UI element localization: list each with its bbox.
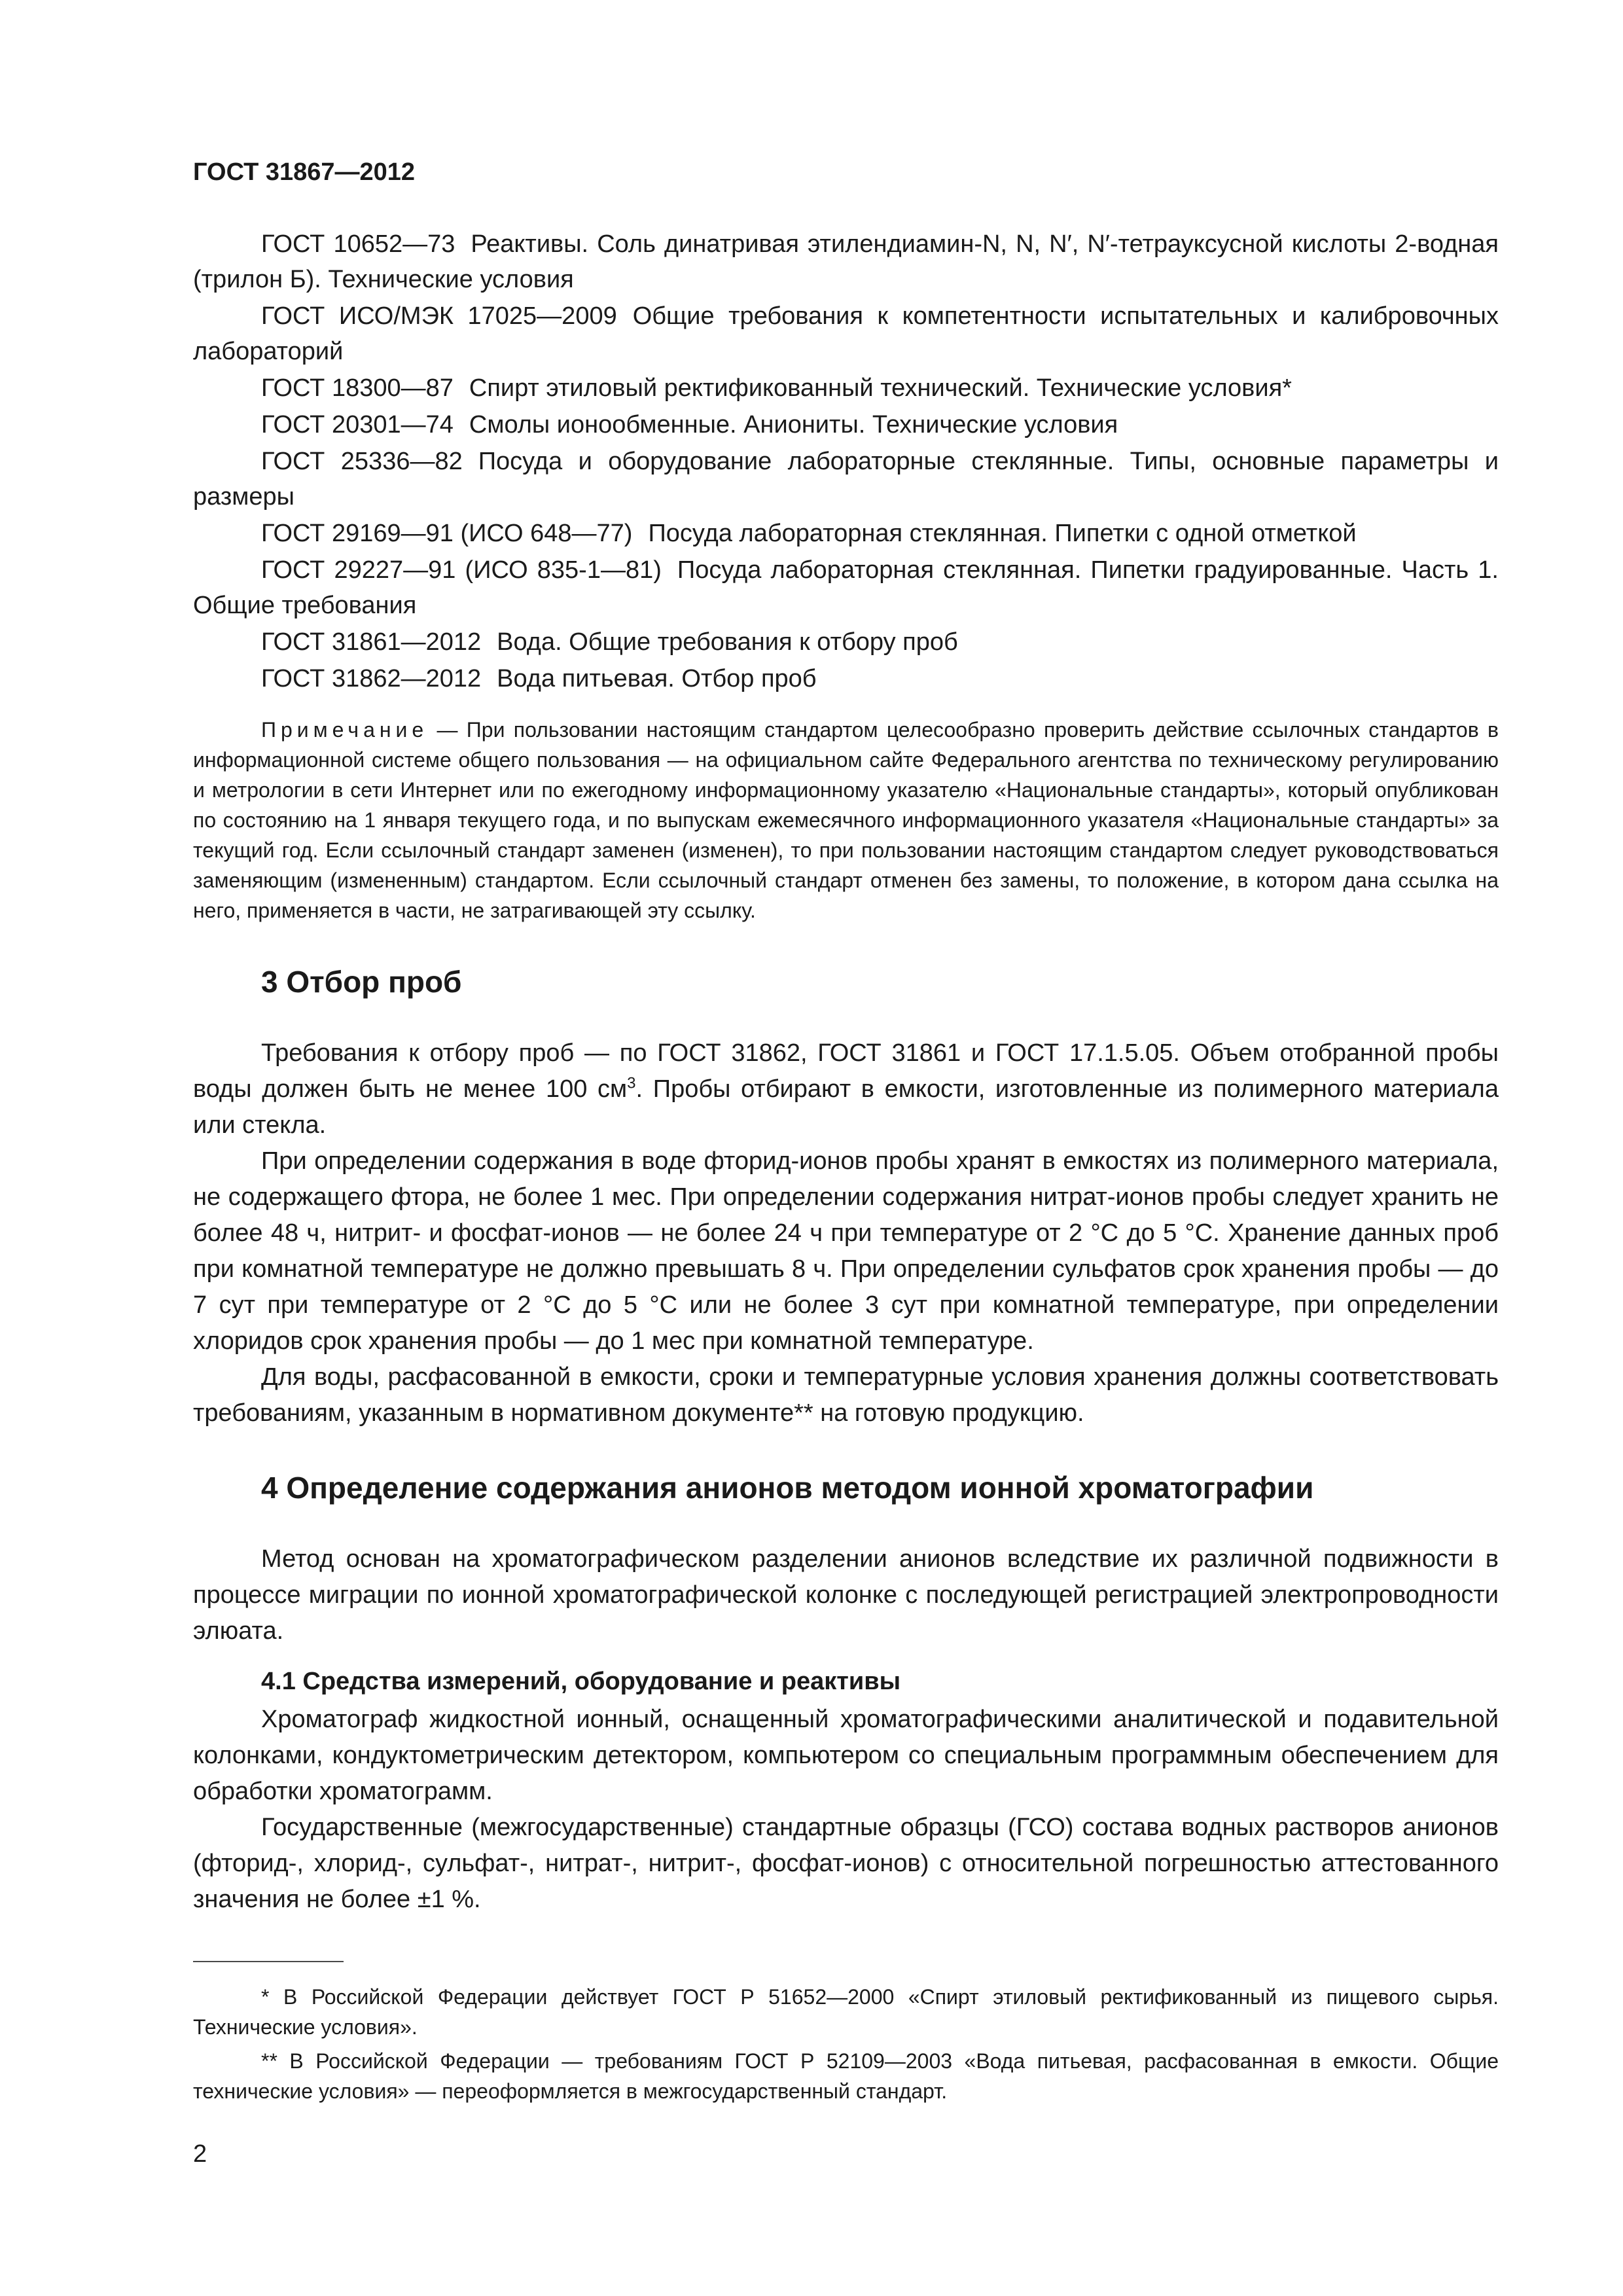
reference-title: Спирт этиловый ректификованный технический. Технические условия* [469,374,1292,402]
reference-code: ГОСТ 31861—2012 [261,628,482,656]
reference-title: Смолы ионообменные. Аниониты. Технические условия [469,411,1118,439]
reference-title: Вода. Общие требования к отбору проб [497,628,958,656]
reference-code: ГОСТ 10652—73 [261,230,455,258]
section-3-paragraph: Для воды, расфасованной в емкости, сроки и температурные условия хранения должны соответствовать требованиям, указанным в нормативном документе** на готовую продукцию. [193,1363,1499,1427]
reference-item [193,624,1499,660]
reference-code: ГОСТ ИСО/МЭК 17025—2009 [261,302,617,330]
reference-title: Посуда и оборудование лабораторные стеклянные. Типы, основные параметры и размеры [193,448,1499,511]
reference-code: ГОСТ 29227—91 (ИСО 835-1—81) [261,556,662,584]
note-text: — При пользовании настоящим стандартом целесообразно проверить действие ссылочных стандартов в информационной системе общего пользования — на официальном сайте Федерального агентства по техническому регулированию и метрологии в сети Интернет или по ежегодному информационному указателю «Национальные стандарты», который опубликован по состоянию на 1 января текущего года, и по выпускам ежемесячного информационного указателя «Национальные стандарты» за текущий год. Если ссылочный стандарт заменен (изменен), то при пользовании настоящим стандартом следует руководствоваться заменяющим (измененным) стандартом. Если ссылочный стандарт отменен без замены, то положение, в котором дана ссылка на него, применяется в части, не затрагивающей эту ссылку. [193,718,1499,922]
reference-item [193,298,1499,369]
reference-title: Посуда лабораторная стеклянная. Пипетки с одной отметкой [648,520,1357,547]
reference-item [193,226,1499,297]
subsection-4-1-title: 4.1 Средства измерений, оборудование и реактивы [261,1668,901,1695]
reference-code: ГОСТ 18300—87 [261,374,454,402]
normative-references-list [193,226,1499,696]
reference-code: ГОСТ 20301—74 [261,411,454,439]
section-3-paragraph: При определении содержания в воде фторид-ионов пробы хранят в емкостях из полимерного материала, не содержащего фтора, не более 1 мес. При определении содержания нитрат-ионов пробы следует хранить не более 48 ч, нитрит- и фосфат-ионов — не более 24 ч при температуре от 2 °С до 5 °С. Хранение данных проб при комнатной температуре не должно превышать 8 ч. При определении сульфатов срок хранения пробы — до 7 сут при температуре от 2 °С до 5 °С или не более 3 сут при комнатной температуре, при определении хлоридов срок хранения пробы — до 1 мес при комнатной температуре. [193,1147,1499,1355]
note-label: Примечание [261,718,429,742]
section-4-paragraph: Хроматограф жидкостной ионный, оснащенный хроматографическими аналитической и подавительной колонками, кондуктометрическим детектором, компьютером со специальным программным обеспечением для обработки хроматограмм. [193,1706,1499,1805]
section-3-paragraph [193,1035,1499,1143]
superscript-3: 3 [627,1074,636,1092]
section-4-paragraph: Государственные (межгосударственные) стандартные образцы (ГСО) состава водных растворов анионов (фторид-, хлорид-, сульфат-, нитрат-, нитрит-, фосфат-ионов) с относительной погрешностью аттестованного значения не более ±1 %. [193,1814,1499,1913]
page-number: 2 [193,2140,207,2168]
document-header-code: ГОСТ 31867—2012 [193,158,416,186]
reference-item [193,516,1499,551]
reference-title: Посуда лабораторная стеклянная. Пипетки градуированные. Часть 1. Общие требования [193,556,1499,619]
document-page [193,157,1499,2169]
section-3-title: 3 Отбор проб [261,965,462,999]
section-4-title: 4 Определение содержания анионов методом ионной хроматографии [261,1471,1314,1505]
reference-item [193,370,1499,406]
reference-item [193,407,1499,442]
reference-code: ГОСТ 29169—91 (ИСО 648—77) [261,520,633,547]
paragraph-text: Требования к отбору проб — по ГОСТ 31862, ГОСТ 31861 и ГОСТ 17.1.5.05. Объем отобранной пробы воды должен быть не менее 100 см [193,1039,1499,1103]
reference-title: Реактивы. Соль динатривая этилендиамин-N, N, N′, N′-тетрауксусной кислоты 2-водная (трилон Б). Технические условия [193,230,1499,293]
footnote-separator [193,1961,344,1962]
footnote: ** В Российской Федерации — требованиям ГОСТ Р 52109—2003 «Вода питьевая, расфасованная в емкости. Общие технические условия» — переоформляется в межгосударственный стандарт. [193,2049,1499,2103]
references-note [193,715,1499,925]
section-4-paragraph: Метод основан на хроматографическом разделении анионов вследствие их различной подвижности в процессе миграции по ионной хроматографической колонке с последующей регистрацией электропроводности элюата. [193,1545,1499,1645]
reference-title: Вода питьевая. Отбор проб [497,665,817,692]
reference-code: ГОСТ 31862—2012 [261,665,482,692]
footnote: * В Российской Федерации действует ГОСТ Р 51652—2000 «Спирт этиловый ректификованный из пищевого сырья. Технические условия». [193,1985,1499,2039]
paragraph-text: . Пробы отбирают в емкости, изготовленные из полимерного материала или стекла. [193,1075,1499,1139]
reference-code: ГОСТ 25336—82 [261,448,463,475]
reference-item [193,661,1499,696]
reference-item [193,444,1499,514]
reference-title: Общие требования к компетентности испытательных и калибровочных лабораторий [193,302,1499,365]
reference-item [193,552,1499,623]
